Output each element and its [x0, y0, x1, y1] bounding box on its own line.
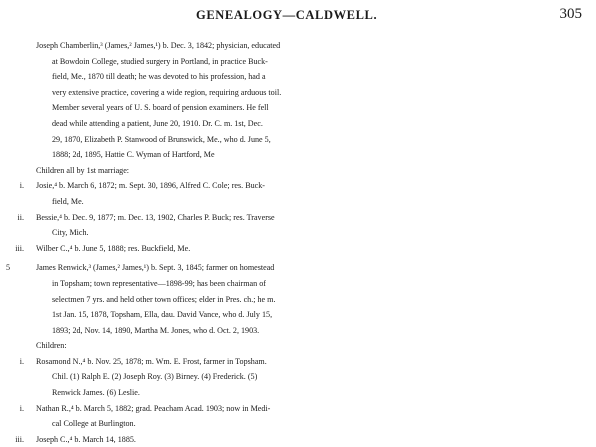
child-text: Wilber C.,⁴ b. June 5, 1888; res. Buckfield, Me.: [36, 243, 191, 253]
child-line: City, Mich.: [52, 228, 89, 238]
children-heading: Children all by 1st marriage:: [36, 165, 130, 175]
child-line: Chil. (1) Ralph E. (2) Joseph Roy. (3) Birney. (4) Frederick. (5): [52, 372, 258, 382]
child-line: cal College at Burlington.: [52, 419, 136, 429]
entry-james-renwick: [0, 260, 596, 447]
child-marker: iii.: [15, 434, 24, 444]
child-item: [0, 401, 596, 432]
running-title: GENEALOGY—CALDWELL.: [196, 8, 378, 22]
child-marker: i.: [19, 403, 24, 413]
entry-number: 5: [6, 263, 11, 273]
entry-line: dead while attending a patient, June 20, 1910. Dr. C. m. 1st, Dec.: [52, 118, 263, 128]
entry-line: very extensive practice, covering a wide region, requiring arduous toil.: [52, 87, 282, 97]
entry-line: 1893; 2d, Nov. 14, 1890, Martha M. Jones, who d. Oct. 2, 1903.: [52, 325, 260, 335]
child-marker: i.: [19, 356, 24, 366]
child-line: [0, 241, 596, 257]
child-line: [0, 210, 596, 226]
child-item: [0, 432, 596, 447]
child-text: Joseph C.,⁴ b. March 14, 1885.: [36, 434, 136, 444]
child-item: [0, 241, 596, 257]
entry-text: James Renwick,³ (James,² James,¹) b. Sept. 3, 1845; farmer on homestead: [36, 263, 275, 273]
child-item: [0, 178, 596, 209]
entry-line: 29, 1870, Elizabeth P. Stanwood of Brunswick, Me., who d. June 5,: [52, 134, 271, 144]
child-line: [0, 178, 596, 194]
body-text: [0, 38, 596, 447]
entry-line: Member several years of U. S. board of pension examiners. He fell: [52, 103, 269, 113]
child-text: Nathan R.,⁴ b. March 5, 1882; grad. Peacham Acad. 1903; now in Medi-: [36, 403, 271, 413]
child-item: [0, 354, 596, 401]
running-head: [0, 6, 596, 24]
child-line: Renwick James. (6) Leslie.: [52, 388, 140, 398]
child-marker: i.: [19, 181, 24, 191]
child-item: [0, 210, 596, 241]
child-line: [0, 354, 596, 370]
entry-line: field, Me., 1870 till death; he was devoted to his profession, had a: [52, 72, 266, 82]
child-line: field, Me.: [52, 196, 84, 206]
child-line: [0, 401, 596, 417]
entry-line: Joseph Chamberlin,³ (James,² James,¹) b. Dec. 3, 1842; physician, educated: [36, 41, 281, 50]
entry-line: selectmen 7 yrs. and held other town offices; elder in Pres. ch.; he m.: [52, 294, 276, 304]
entry-line: [0, 260, 596, 276]
entry-line: 1888; 2d, 1895, Hattie C. Wyman of Hartford, Me: [52, 150, 215, 160]
child-line: [0, 432, 596, 447]
page-number: 305: [559, 6, 582, 22]
child-marker: ii.: [17, 212, 24, 222]
child-text: Bessie,⁴ b. Dec. 9, 1877; m. Dec. 13, 1902, Charles P. Buck; res. Traverse: [36, 212, 275, 222]
child-text: Rosamond N.,⁴ b. Nov. 25, 1878; m. Wm. E. Frost, farmer in Topsham.: [36, 356, 267, 366]
entry-joseph-chamberlin: [0, 38, 596, 256]
entry-line: at Bowdoin College, studied surgery in Portland, in practice Buck-: [52, 56, 268, 66]
child-marker: iii.: [15, 243, 24, 253]
entry-line: 1st Jan. 15, 1878, Topsham, Ella, dau. David Vance, who d. July 15,: [52, 310, 273, 320]
children-heading: Children:: [36, 341, 67, 351]
child-text: Josie,⁴ b. March 6, 1872; m. Sept. 30, 1896, Alfred C. Cole; res. Buck-: [36, 181, 265, 191]
entry-line: in Topsham; town representative—1898-99; has been chairman of: [52, 278, 266, 288]
